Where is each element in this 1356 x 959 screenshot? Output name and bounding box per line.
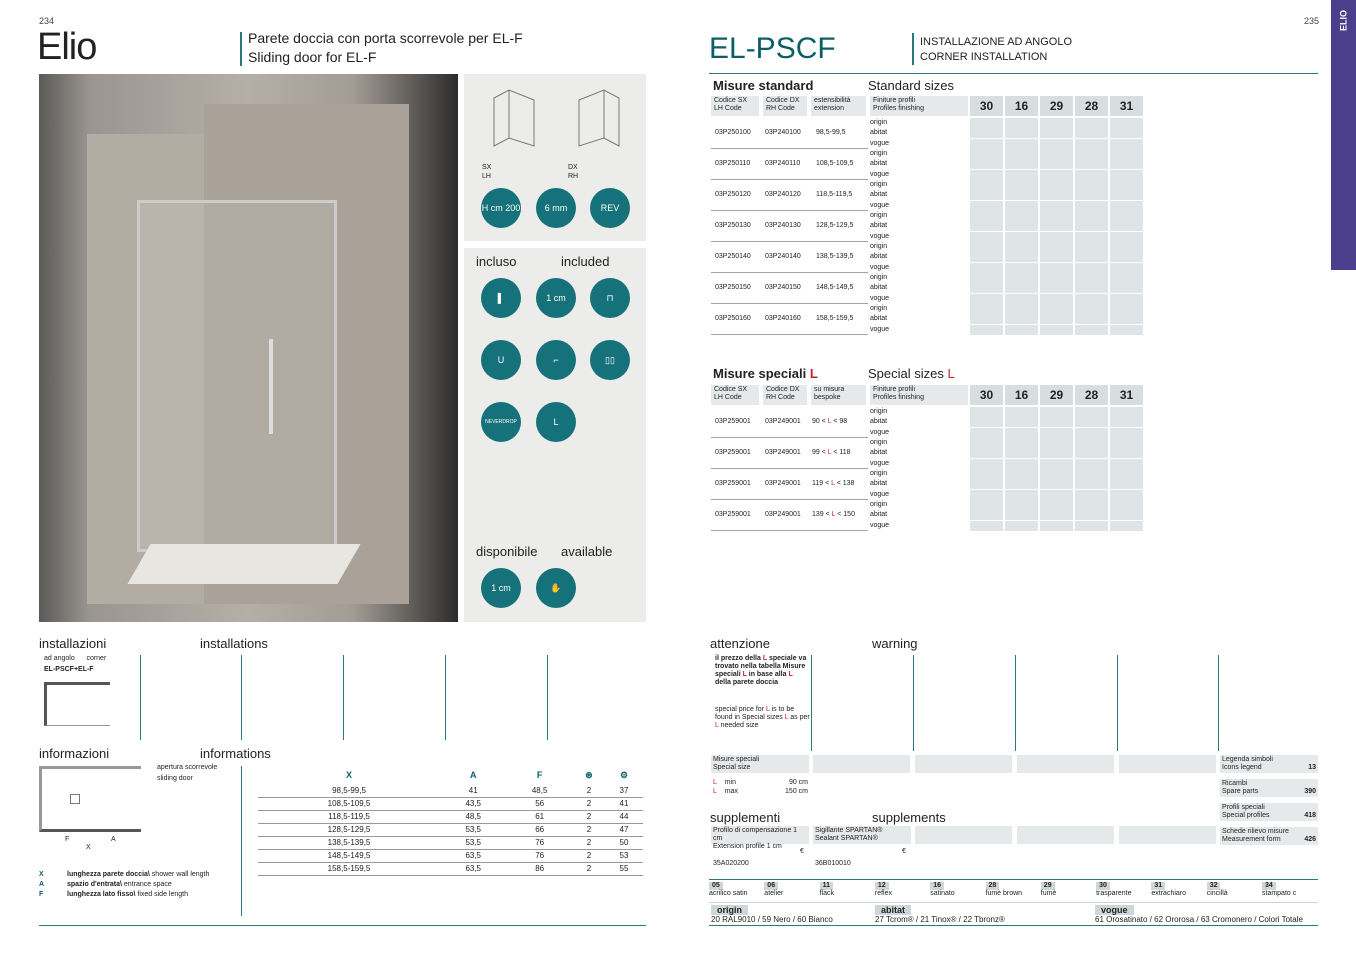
page-title-left: Elio (37, 26, 97, 68)
finish-item: 31 extrachiaro (1151, 882, 1187, 897)
special-table-header: Codice SX LH Code Codice DX RH Code su misura bespoke Finiture profili Profiles finishing 30 16 29 28 31 (711, 385, 1143, 405)
finish-item: 11 flack (819, 882, 834, 897)
profile-icon: ⊓ (590, 278, 630, 318)
finish-item: 16 satinato (930, 882, 955, 897)
height-icon: H cm 200 (481, 188, 521, 228)
shower-dx-icon (574, 88, 624, 150)
table-row: 03P250100 03P240100 98,5-99,5 origin abitat vogue (711, 118, 1143, 149)
table-row: 03P259001 03P249001 139 < L < 150 origin abitat vogue (711, 500, 1143, 531)
finish-item: 32 cincillà (1206, 882, 1228, 897)
table-row: 03P259001 03P249001 99 < L < 118 origin abitat vogue (711, 438, 1143, 469)
reversible-icon: REV (590, 188, 630, 228)
finish-item: 06 atelier (764, 882, 784, 897)
profile-1cm-icon: 1 cm (536, 278, 576, 318)
cleaning-icon: ✋ (536, 568, 576, 608)
shower-sx-icon (489, 88, 539, 150)
handle-icon: ▌ (481, 278, 521, 318)
table-row: 138,5-139,5 53,5 76 2 50 (258, 836, 643, 849)
finish-item: 12 reflex (874, 882, 893, 897)
subtitle-it: Parete doccia con porta scorrevole per EL-F (248, 30, 523, 46)
section-tab[interactable]: ELIO (1331, 0, 1356, 270)
special-table (711, 407, 1143, 531)
table-row: 03P259001 03P249001 90 < L < 98 origin abitat vogue (711, 407, 1143, 438)
subtitle-en: Sliding door for EL-F (248, 49, 377, 65)
extension-1cm-icon: 1 cm (481, 568, 521, 608)
thickness-icon: 6 mm (536, 188, 576, 228)
product-code-title: EL-PSCF (709, 32, 836, 65)
u-profile-icon: U (481, 340, 521, 380)
finish-item: 34 stampato c (1262, 882, 1297, 897)
table-row: 118,5-119,5 48,5 61 2 44 (258, 810, 643, 823)
included-panel: incluso included ▌ 1 cm ⊓ U ⌐ ▯▯ NEVERDROP L disponibile available 1 cm ✋ (464, 248, 646, 622)
plan-diagram (39, 766, 141, 832)
table-row: 03P250120 03P240120 118,5-119,5 origin abitat vogue (711, 180, 1143, 211)
neverdrop-icon: NEVERDROP (481, 402, 521, 442)
standard-table (711, 118, 1143, 335)
table-row: 03P250110 03P240110 108,5-109,5 origin abitat vogue (711, 149, 1143, 180)
table-row: 128,5-129,5 53,5 66 2 47 (258, 823, 643, 836)
table-row: 03P259001 03P249001 119 < L < 138 origin abitat vogue (711, 469, 1143, 500)
ref-special-profiles[interactable]: Profili speciali Special profiles 418 (1222, 804, 1316, 819)
l-size-icon: L (536, 402, 576, 442)
info-table: X A F ⊛ ⚙ 98,5-99,5 41 48,5 2 37 108,5-109,5 43,5 56 2 41 118,5-119,5 48,5 61 2 44 128,5-129,5 53,5 66 2 47 138,5-139,5 53,5 76 2 50 148,5-149,5 63,5 76 2 53 158,5-159,5 63,5 86 2 55 (258, 766, 643, 876)
ref-measurement-form[interactable]: Schede rilievo misure Measurement form 426 (1222, 828, 1316, 843)
weight-icon: ⚙ (619, 769, 629, 780)
finish-item: 28 fumè brown (985, 882, 1023, 897)
page-number-right: 235 (1304, 16, 1320, 26)
page-number-left: 234 (39, 16, 55, 26)
config-panel: SX LH DX RH H cm 200 6 mm REV (464, 74, 646, 241)
door-icon: ▯▯ (590, 340, 630, 380)
table-row: 148,5-149,5 63,5 76 2 53 (258, 849, 643, 862)
finish-item: 29 fumè (1040, 882, 1057, 897)
table-row: 03P250130 03P240130 128,5-129,5 origin abitat vogue (711, 211, 1143, 242)
product-photo (39, 74, 458, 622)
shelf-icon: ⌐ (536, 340, 576, 380)
table-row: 158,5-159,5 63,5 86 2 55 (258, 862, 643, 875)
finish-item: 30 trasparente (1096, 882, 1132, 897)
table-row: 03P250160 03P240160 158,5-159,5 origin abitat vogue (711, 304, 1143, 335)
finish-item: 05 acrilico satin (709, 882, 748, 897)
table-row: 98,5-99,5 41 48,5 2 37 (258, 784, 643, 797)
ref-legend[interactable]: Legenda simboli Icons legend 13 (1222, 756, 1316, 771)
ref-spare-parts[interactable]: Ricambi Spare parts 390 (1222, 780, 1316, 795)
table-row: 108,5-109,5 43,5 56 2 41 (258, 797, 643, 810)
standard-table-header: Codice SX LH Code Codice DX RH Code estensibilità extension Finiture profili Profiles finishing 30 16 29 28 31 (711, 96, 1143, 116)
legend: X lunghezza parete doccia\ shower wall length A spazio d'entrata\ entrance space F lunghezza lato fisso\ fixed side length (39, 871, 210, 898)
shower-head-icon: ⊛ (585, 769, 593, 780)
table-row: 03P250150 03P240150 148,5-149,5 origin abitat vogue (711, 273, 1143, 304)
corner-diagram (44, 682, 110, 726)
table-row: 03P250140 03P240140 138,5-139,5 origin abitat vogue (711, 242, 1143, 273)
glass-finishes (709, 882, 1318, 900)
